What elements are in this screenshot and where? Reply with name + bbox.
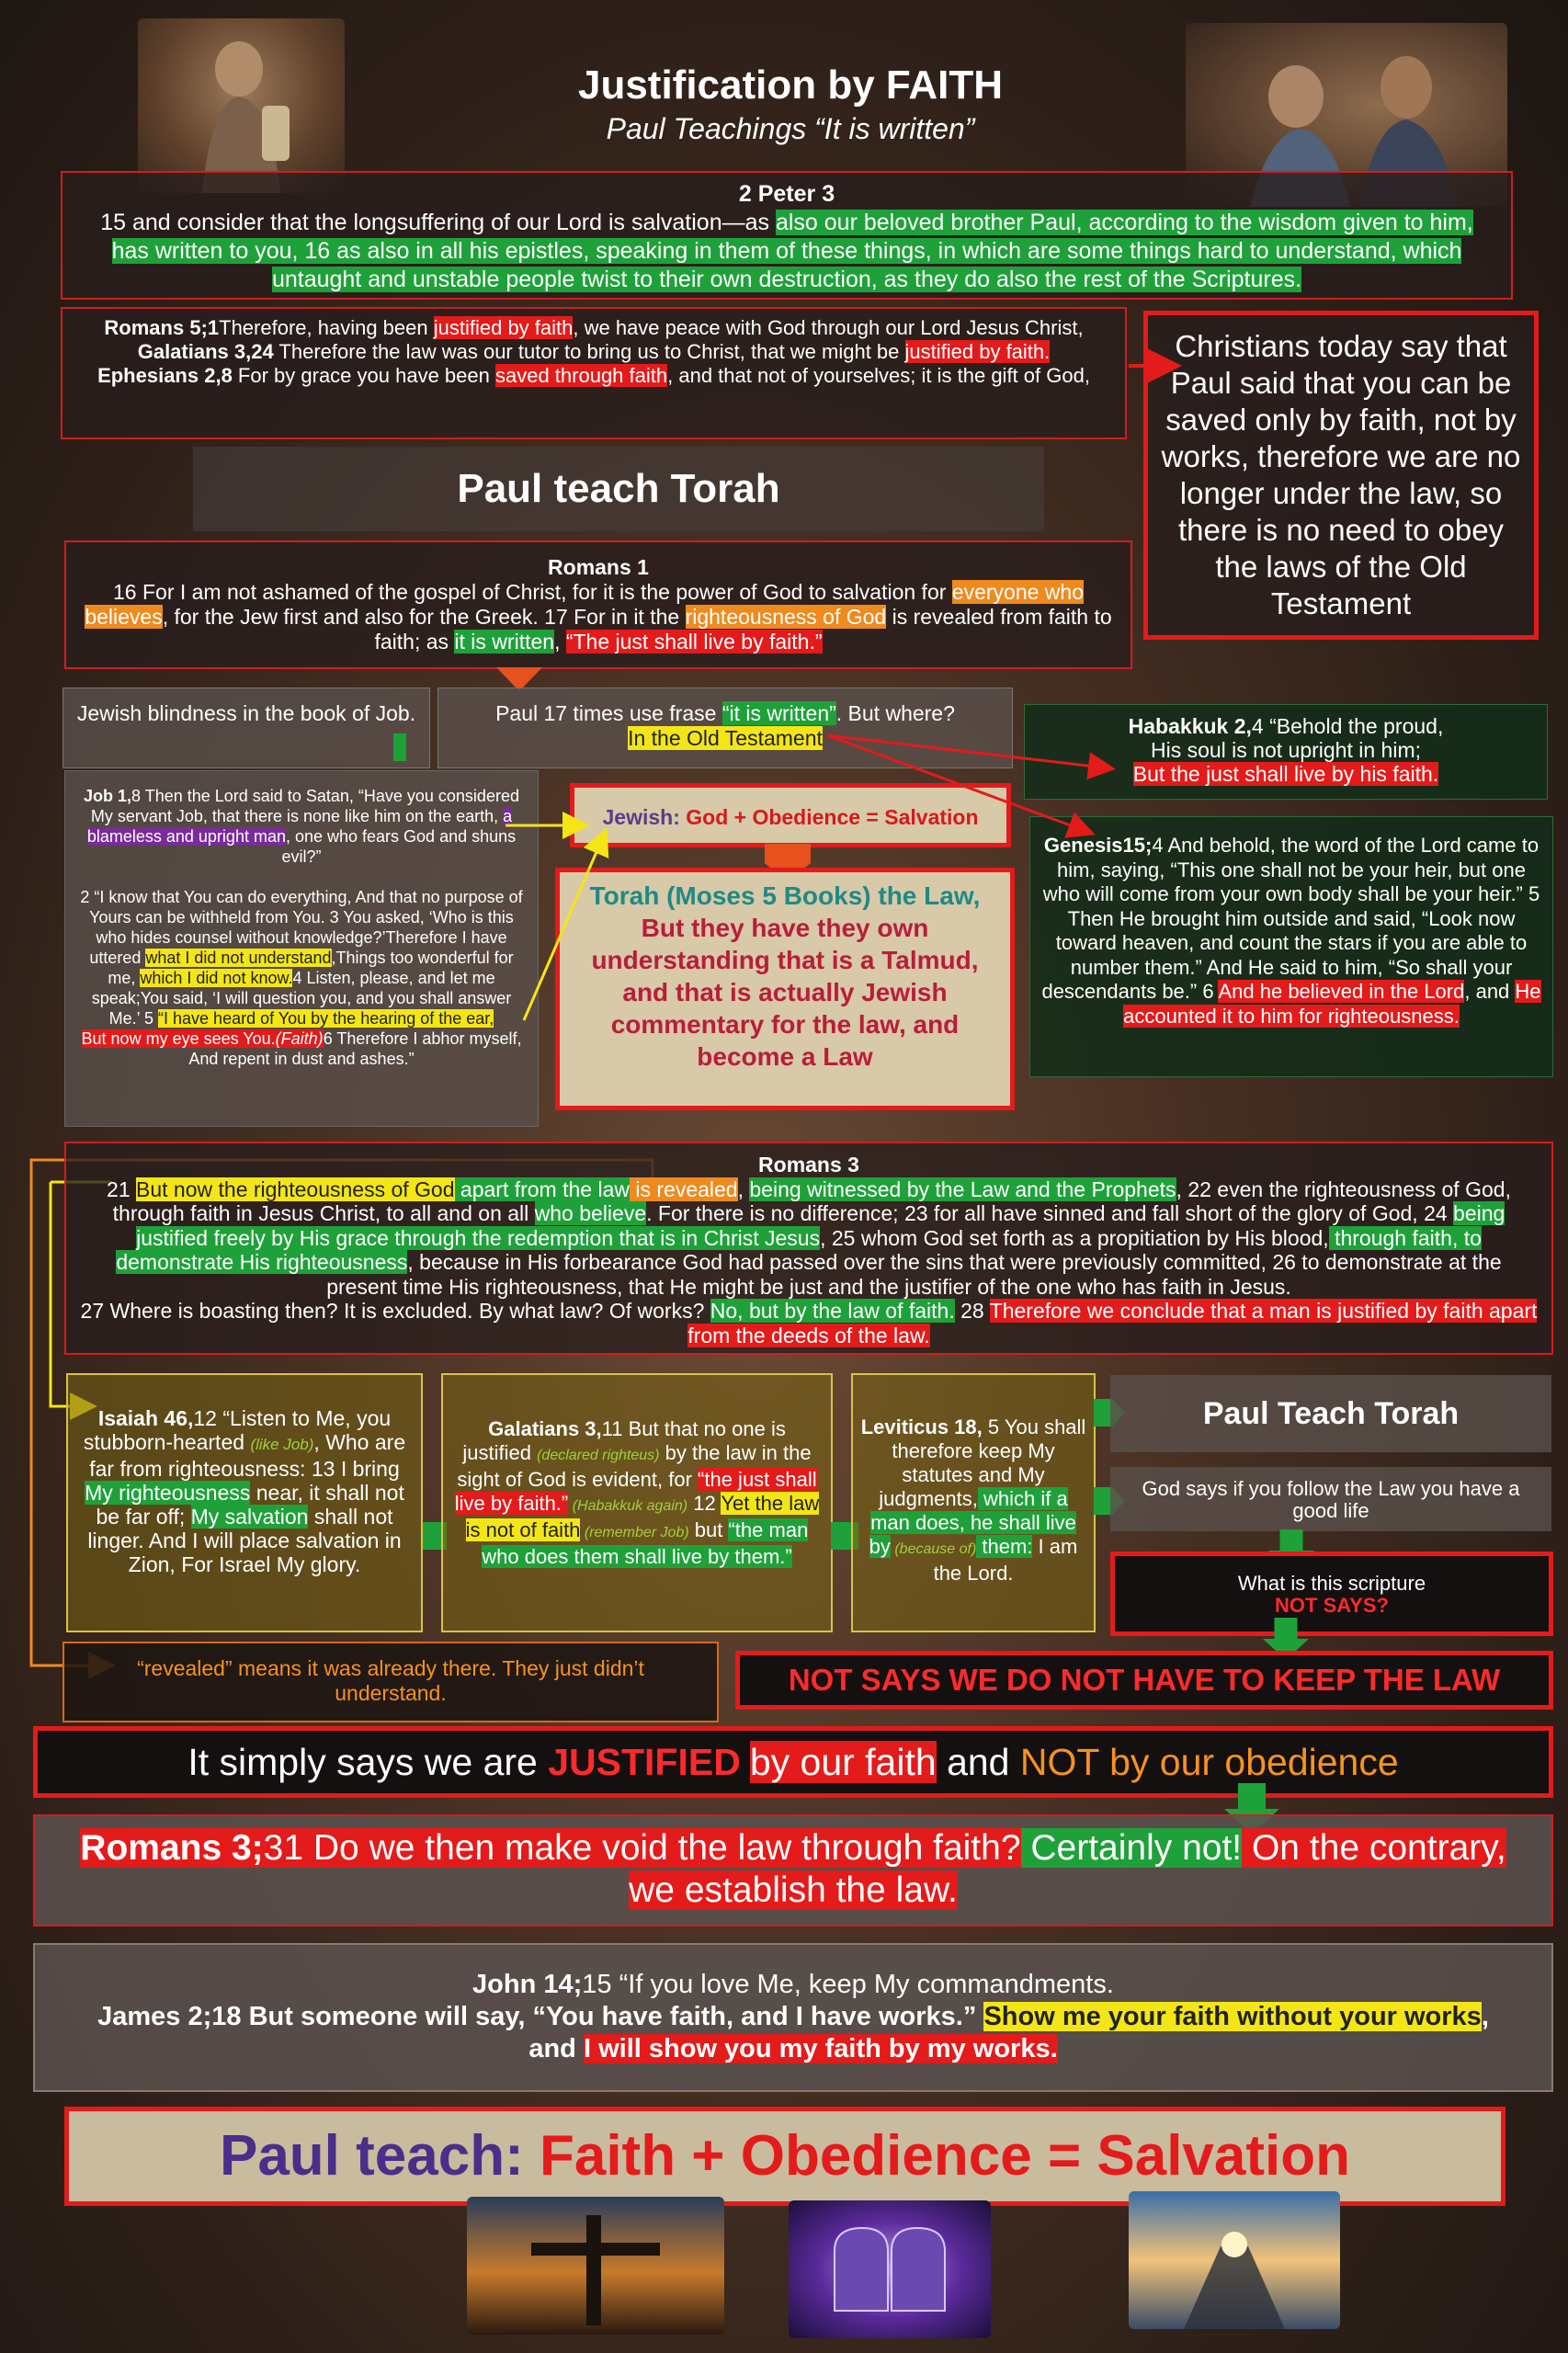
not-says-banner: NOT SAYS WE DO NOT HAVE TO KEEP THE LAW [735, 1651, 1553, 1710]
lev-b: I am the Lord. [933, 1535, 1078, 1585]
isaiah-ref: Isaiah 46, [97, 1406, 194, 1430]
job-faith-note: (Faith) [275, 1029, 324, 1048]
galatians-ref: Galatians 3, [488, 1417, 602, 1440]
romans3-ref: Romans 3 [758, 1153, 859, 1176]
jewish-eq-b: God + Obedience = Salvation [686, 805, 979, 829]
lev-n1: (because of) [890, 1541, 977, 1557]
rom3-hl7: through faith, to demonstrate His righteousness [116, 1225, 1482, 1274]
rom3-n21: 21 [107, 1176, 137, 1201]
torah-box-b: But they have they own understanding that is a Talmud, and that is actually Jewish commentary for the law, and become a Law [591, 914, 979, 1071]
romans331-box [33, 1814, 1553, 1927]
rom1-c: is revealed from faith to faith; as [374, 605, 1112, 654]
isaiah-note: (like Job) [250, 1436, 314, 1453]
page-title: Justification by FAITH [577, 63, 1004, 108]
rom5-highlight: justified by faith [433, 316, 574, 339]
job-hl2: what I did not understand [145, 949, 332, 967]
gal3-a: 11 But that no one is justified [462, 1417, 786, 1464]
rom3-e: 27 Where is boasting then? It is excluded. By what law? Of works? [80, 1299, 710, 1323]
simply-says-banner [33, 1726, 1553, 1798]
eph-ref: Ephesians 2,8 [97, 364, 233, 387]
james-hl2: I will show you my faith by my works. [583, 2034, 1058, 2063]
john-james-box [33, 1943, 1553, 2092]
job-c: 2 “I know that You can do everything, And that no purpose of Yours can be withheld from You. 3 You asked, ‘Who is this who hides counsel without knowledge?’Therefore I have uttered [80, 888, 523, 967]
paul17-hl: “it is written” [722, 701, 836, 725]
john-ref: John 14; [472, 1970, 583, 1999]
rom3-s1: , [737, 1176, 750, 1201]
god-says-box: God says if you follow the Law you have a good life [1110, 1467, 1551, 1531]
james-ref: James 2;18 [97, 2002, 242, 2031]
page-subtitle: Paul Teachings “It is written” [606, 112, 975, 145]
rom1-hl1: everyone who believes [85, 580, 1084, 629]
gal3-n3: (remember Job) [580, 1525, 689, 1540]
rom3-hl1: But now the righteousness of God [136, 1176, 455, 1201]
rom1-hl4: “The just shall live by faith.” [565, 630, 823, 654]
crucifixion-image [467, 2197, 724, 2335]
romans1-ref: Romans 1 [548, 555, 649, 579]
jewish-eq-a: Jewish: [602, 805, 687, 829]
leviticus-box [851, 1373, 1096, 1632]
rom3-hl3: is revealed [629, 1176, 738, 1201]
rom3-b: . For there is no difference; 23 for all have sinned and fall short of the glory of God, 24 [646, 1201, 1454, 1225]
rom3-hl6: being justified freely by His grace through the redemption that is in Christ Jesus [136, 1201, 1506, 1250]
gal3-b: by the law in the sight of God is evident, for [457, 1441, 812, 1491]
stairway-icon [1129, 2191, 1340, 2329]
job-ref: Job 1, [84, 787, 132, 805]
romans3-box [64, 1142, 1553, 1355]
paul17-a: Paul 17 times use frase [495, 701, 722, 725]
gal3-hl1: “the just shall live by faith.” [454, 1468, 817, 1515]
isaiah-hl2: My salvation [190, 1505, 309, 1529]
john-a: 15 “If you love Me, keep My commandments. [582, 1970, 1114, 1999]
job-hl4: “I have heard of You by the hearing of the ear, [158, 1009, 494, 1028]
rom3-c: , 25 whom God set forth as a propitiation by His blood, [820, 1225, 1329, 1250]
gal3-d: but [688, 1518, 729, 1541]
job-d: ,Things too wonderful for me, [108, 949, 514, 987]
galatians-box [441, 1373, 833, 1632]
simply-a: It simply says we are [187, 1741, 549, 1783]
rom3-d: , because in His forbearance God had passed over the sins that were previously committed, 26 to demonstrate at the present time His righteousness, that He might be just and the justifier of the one who has faith in Jesus. [326, 1250, 1502, 1299]
genesis-ref: Genesis15; [1043, 834, 1153, 857]
isaiah-hl1: My righteousness [85, 1481, 251, 1505]
revealed-note-box: “revealed” means it was already there. They just didn’t understand. [62, 1642, 719, 1722]
isaiah-c: near, it shall not be far off; [96, 1481, 404, 1529]
habakkuk-a: 4 “Behold the proud, [1251, 714, 1444, 738]
genesis-b: , and [1464, 980, 1516, 1003]
rom5-ref: Romans 5;1 [104, 316, 220, 339]
rom1-hl2: righteousness of God [685, 605, 887, 629]
job-e: 4 Listen, please, and let me speak;You said, ‘I will question you, and you shall answer Me.’ 5 [91, 969, 512, 1028]
jewish-blindness-box: Jewish blindness in the book of Job. [62, 688, 430, 768]
isaiah-box [66, 1373, 423, 1632]
rom3-a: , 22 even the righteousness of God, through faith in Jesus Christ, to all and on all [112, 1176, 1511, 1225]
job-b: , one who fears God and shuns evil?” [281, 827, 517, 866]
eph-highlight: saved through faith [494, 364, 668, 387]
christians-claim-box: Christians today say that Paul said that you can be saved only by faith, not by works, therefore we are no longer under the law, so there is no need to obey the laws of the Old Testament [1143, 311, 1539, 640]
tablets-icon [789, 2200, 991, 2338]
job-hl5: But now my eye sees You. [81, 1029, 276, 1048]
rom5-text: Therefore, having been [219, 316, 434, 339]
rom3-f: 28 [954, 1299, 990, 1323]
paul-teach-torah-box: Paul Teach Torah [1110, 1375, 1551, 1452]
final-b: Faith + Obedience = Salvation [539, 2124, 1351, 2188]
job-a: 8 Then the Lord said to Satan, “Have you considered My servant Job, that there is none like him on the earth, [90, 787, 519, 825]
eph-text-b: , and that not of yourselves; it is the gift of God, [667, 364, 1090, 387]
paul17-hl2: In the Old Testament [628, 726, 823, 750]
lev-hl1: which if a man does, he shall live by [869, 1487, 1076, 1558]
rom3-hl5: who believe [534, 1201, 647, 1225]
rom331-ref: Romans 3; [80, 1828, 264, 1868]
rom3-hl9: Therefore we conclude that a man is justified by faith apart from the deeds of the law. [687, 1299, 1538, 1347]
habakkuk-b: His soul is not upright in him; [1150, 738, 1421, 762]
job-g: And repent in dust and ashes.” [188, 1050, 415, 1068]
peter-text-highlight: also our beloved brother Paul, according to the wisdom given to him, has written to you, 16 as also in all his epistles, speaking in them of these things, in which are some things hard to understand, which untaught and unstable people twist to their own destruction, as they do also the rest of the Scriptures. [111, 210, 1473, 292]
what-scripture-a: What is this scripture [1237, 1572, 1426, 1595]
gal-ref: Galatians 3,24 [137, 340, 274, 363]
rom1-hl3: it is written [454, 630, 555, 654]
gal3-hl3: “the man who does them shall live by them.” [482, 1518, 809, 1568]
simply-b: JUSTIFIED [548, 1741, 741, 1783]
james-b: But someone will say, “You have faith, and I have works.” [241, 2002, 984, 2031]
eph-text: For by grace you have been [232, 364, 495, 387]
rom331-a: 31 Do we then make void the law through faith? [263, 1828, 1021, 1868]
rom1-a: 16 For I am not ashamed of the gospel of Christ, for it is the power of God to salvation for [113, 580, 952, 604]
lev-hl2: them: [976, 1535, 1033, 1558]
heaven-stairway-image [1129, 2191, 1340, 2329]
job-hl3: which I did not know. [140, 969, 293, 987]
paul17-b: . But where? [835, 701, 955, 725]
genesis-hl2: He accounted it to him for righteousness. [1123, 980, 1541, 1028]
isaiah-a: 12 “Listen to Me, you stubborn-hearted [83, 1406, 392, 1454]
rom3-hl8: No, but by the law of faith. [710, 1299, 955, 1323]
gal3-hl2: Yet the law is not of faith [465, 1492, 820, 1541]
simply-e: NOT by our obedience [1019, 1741, 1399, 1783]
what-scripture-box [1110, 1552, 1553, 1636]
peter-text-a: 15 and consider that the longsuffering of our Lord is salvation—as [100, 210, 776, 235]
gal3-n2: (Habakkuk again) [568, 1498, 688, 1514]
habakkuk-hl: But the just shall live by his faith. [1132, 762, 1439, 786]
final-a: Paul teach: [219, 2124, 540, 2188]
rom1-d: , [554, 630, 566, 654]
torah-heading: Paul teach Torah [193, 447, 1044, 531]
rom3-hl4: being witnessed by the Law and the Prophets [749, 1176, 1176, 1201]
gal3-c: 12 [687, 1492, 722, 1515]
rom331-c: On the contrary, we establish the law. [629, 1828, 1506, 1910]
what-scripture-b: NOT SAYS? [1275, 1594, 1389, 1617]
leviticus-ref: Leviticus 18, [860, 1415, 983, 1438]
job-hl1: a blameless and upright man [86, 807, 513, 846]
isaiah-b: , Who are far from righteousness: 13 I bring [89, 1430, 406, 1481]
rom1-b: , for the Jew first and also for the Greek. 17 For in it the [162, 605, 686, 629]
gal-text: Therefore the law was our tutor to bring us to Christ, that we might be [273, 340, 905, 363]
james-hl1: Show me your faith without your works [983, 2002, 1482, 2031]
rom331-b: Certainly not! [1020, 1828, 1243, 1868]
rom5-text-b: , we have peace with God through our Lord Jesus Christ, [573, 316, 1084, 339]
genesis-a: 4 And behold, the word of the Lord came to him, saying, “This one shall not be your heir, but one who will come from your own body shall be your heir.” 5 Then He brought him outside and said, “Look now toward heaven, and count the stars if you are able to number them.” And He said to him, “So shall your descendants be.” 6 [1041, 834, 1540, 1003]
peter-ref: 2 Peter 3 [738, 181, 835, 207]
james-c: , and [528, 2002, 1489, 2063]
gal3-n1: (declared righteus) [537, 1448, 660, 1463]
rom3-hl2: apart from the law [454, 1176, 630, 1201]
gal-highlight: justified by faith. [904, 340, 1051, 363]
simply-d: and [936, 1741, 1020, 1783]
lev-a: 5 You shall therefore keep My statutes and My judgments, [879, 1415, 1086, 1510]
isaiah-d: shall not linger. And I will place salvation in Zion, For Israel My glory. [87, 1505, 402, 1576]
cross-icon [467, 2197, 724, 2335]
simply-c: by our faith [749, 1741, 937, 1783]
torah-box-a: Torah (Moses 5 Books) the Law, [589, 881, 981, 910]
commandments-tablets-image [789, 2200, 991, 2338]
habakkuk-ref: Habakkuk 2, [1128, 714, 1252, 738]
job-f: 6 Therefore I abhor myself, [323, 1029, 522, 1048]
genesis-hl1: And he believed in the Lord [1218, 980, 1465, 1003]
